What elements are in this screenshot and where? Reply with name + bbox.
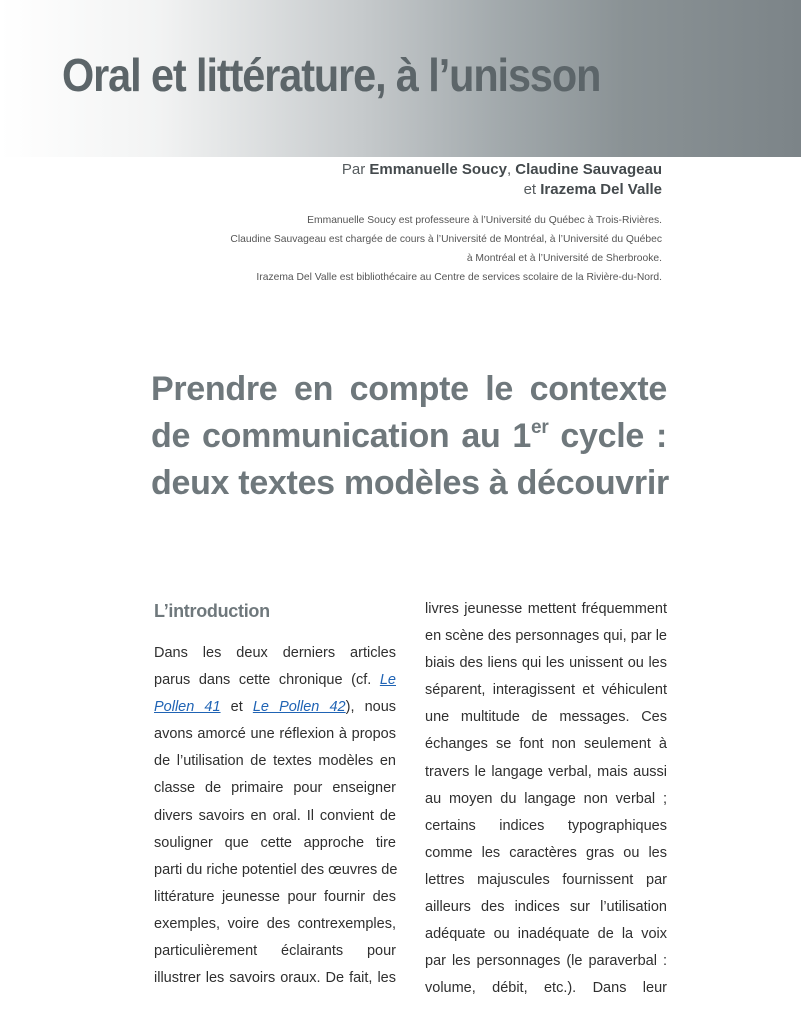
author-name: Claudine Sauvageau bbox=[515, 161, 662, 178]
line-text: parus dans cette chronique (cf. bbox=[154, 672, 380, 689]
affiliation-line: à Montréal et à l’Université de Sherbrooke. bbox=[466, 253, 662, 264]
byline-line-2 bbox=[342, 180, 662, 200]
paragraph-line: avons amorcé une réflexion à propos bbox=[154, 726, 396, 743]
le-pollen-42-link[interactable]: Le Pollen 42 bbox=[252, 699, 346, 716]
paragraph-line: adéquate ou inadéquate de la voix bbox=[425, 926, 667, 943]
paragraph-line: une multitude de messages. Ces bbox=[425, 709, 667, 726]
le-pollen-41-link[interactable]: Pollen 41 bbox=[154, 699, 221, 716]
article-title-line: deux textes modèles à découvrir bbox=[151, 464, 669, 502]
article-title-line: Prendre en compte le contexte bbox=[151, 370, 667, 408]
author-name: Irazema Del Valle bbox=[540, 181, 662, 198]
byline-comma: , bbox=[506, 161, 516, 178]
right-column bbox=[425, 596, 667, 1002]
paragraph-line: particulièrement éclairants pour bbox=[154, 943, 396, 960]
line-text: et bbox=[220, 699, 253, 716]
article-title-line bbox=[151, 413, 667, 460]
paragraph-line: séparent, interagissent et véhiculent bbox=[425, 682, 667, 699]
paragraph-line: au moyen du langage non verbal ; bbox=[425, 790, 667, 807]
paragraph-line: échanges se font non seulement à bbox=[425, 736, 667, 753]
affiliation-line: Irazema Del Valle est bibliothécaire au Centre de services scolaire de la Rivière-du-Nord. bbox=[256, 272, 662, 283]
paragraph-line: de l’utilisation de textes modèles en bbox=[154, 753, 396, 770]
article-title bbox=[151, 366, 667, 507]
author-name: Emmanuelle Soucy bbox=[369, 161, 507, 178]
paragraph-line: comme les caractères gras ou les bbox=[425, 844, 667, 861]
title-text: cycle : bbox=[548, 417, 667, 455]
author-affiliations bbox=[230, 211, 662, 287]
affiliation-line: Emmanuelle Soucy est professeure à l’Université du Québec à Trois-Rivières. bbox=[307, 215, 662, 226]
paragraph-line bbox=[154, 694, 396, 721]
title-text: de communication au 1 bbox=[151, 417, 532, 455]
paragraph-line: travers le langage verbal, mais aussi bbox=[425, 763, 667, 780]
paragraph-line: souligner que cette approche tire bbox=[154, 834, 396, 851]
paragraph-line: volume, débit, etc.). Dans leur bbox=[425, 980, 667, 997]
paragraph-line: Dans les deux derniers articles bbox=[154, 645, 396, 661]
paragraph-line: parti du riche potentiel des œuvres de bbox=[154, 861, 398, 878]
paragraph-line: divers savoirs en oral. Il convient de bbox=[154, 807, 396, 824]
paragraph-line bbox=[154, 667, 396, 694]
paragraph-line: certains indices typographiques bbox=[425, 817, 667, 834]
le-pollen-41-link[interactable]: Le bbox=[379, 672, 396, 689]
affiliation-line: Claudine Sauvageau est chargée de cours à l’Université de Montréal, à l’Université du Québec bbox=[230, 234, 662, 245]
byline bbox=[342, 160, 662, 200]
byline-line-1 bbox=[342, 160, 662, 180]
byline-et: et bbox=[523, 181, 541, 198]
paragraph-line: livres jeunesse mettent fréquemment bbox=[425, 601, 667, 617]
paragraph-line: en scène des personnages qui, par le bbox=[425, 628, 667, 645]
paragraph-line: biais des liens qui les unissent ou les bbox=[425, 655, 667, 672]
paragraph-line: illustrer les savoirs oraux. De fait, les bbox=[154, 970, 396, 987]
paragraph-line: classe de primaire pour enseigner bbox=[154, 780, 396, 797]
paragraph-line: par les personnages (le paraverbal : bbox=[425, 953, 667, 970]
paragraph-line: lettres majuscules fournissent par bbox=[425, 871, 667, 888]
left-column bbox=[154, 596, 396, 992]
chronicle-title: Oral et littérature, à l’unisson bbox=[62, 49, 601, 101]
byline-par: Par bbox=[341, 161, 370, 178]
paragraph-line: littérature jeunesse pour fournir des bbox=[154, 888, 396, 905]
section-heading: L’introduction bbox=[154, 601, 270, 621]
paragraph-line: ailleurs des indices sur l’utilisation bbox=[425, 899, 667, 916]
ordinal-superscript: er bbox=[531, 417, 549, 438]
line-text: ), nous bbox=[345, 699, 397, 716]
paragraph-line: exemples, voire des contrexemples, bbox=[154, 915, 396, 932]
